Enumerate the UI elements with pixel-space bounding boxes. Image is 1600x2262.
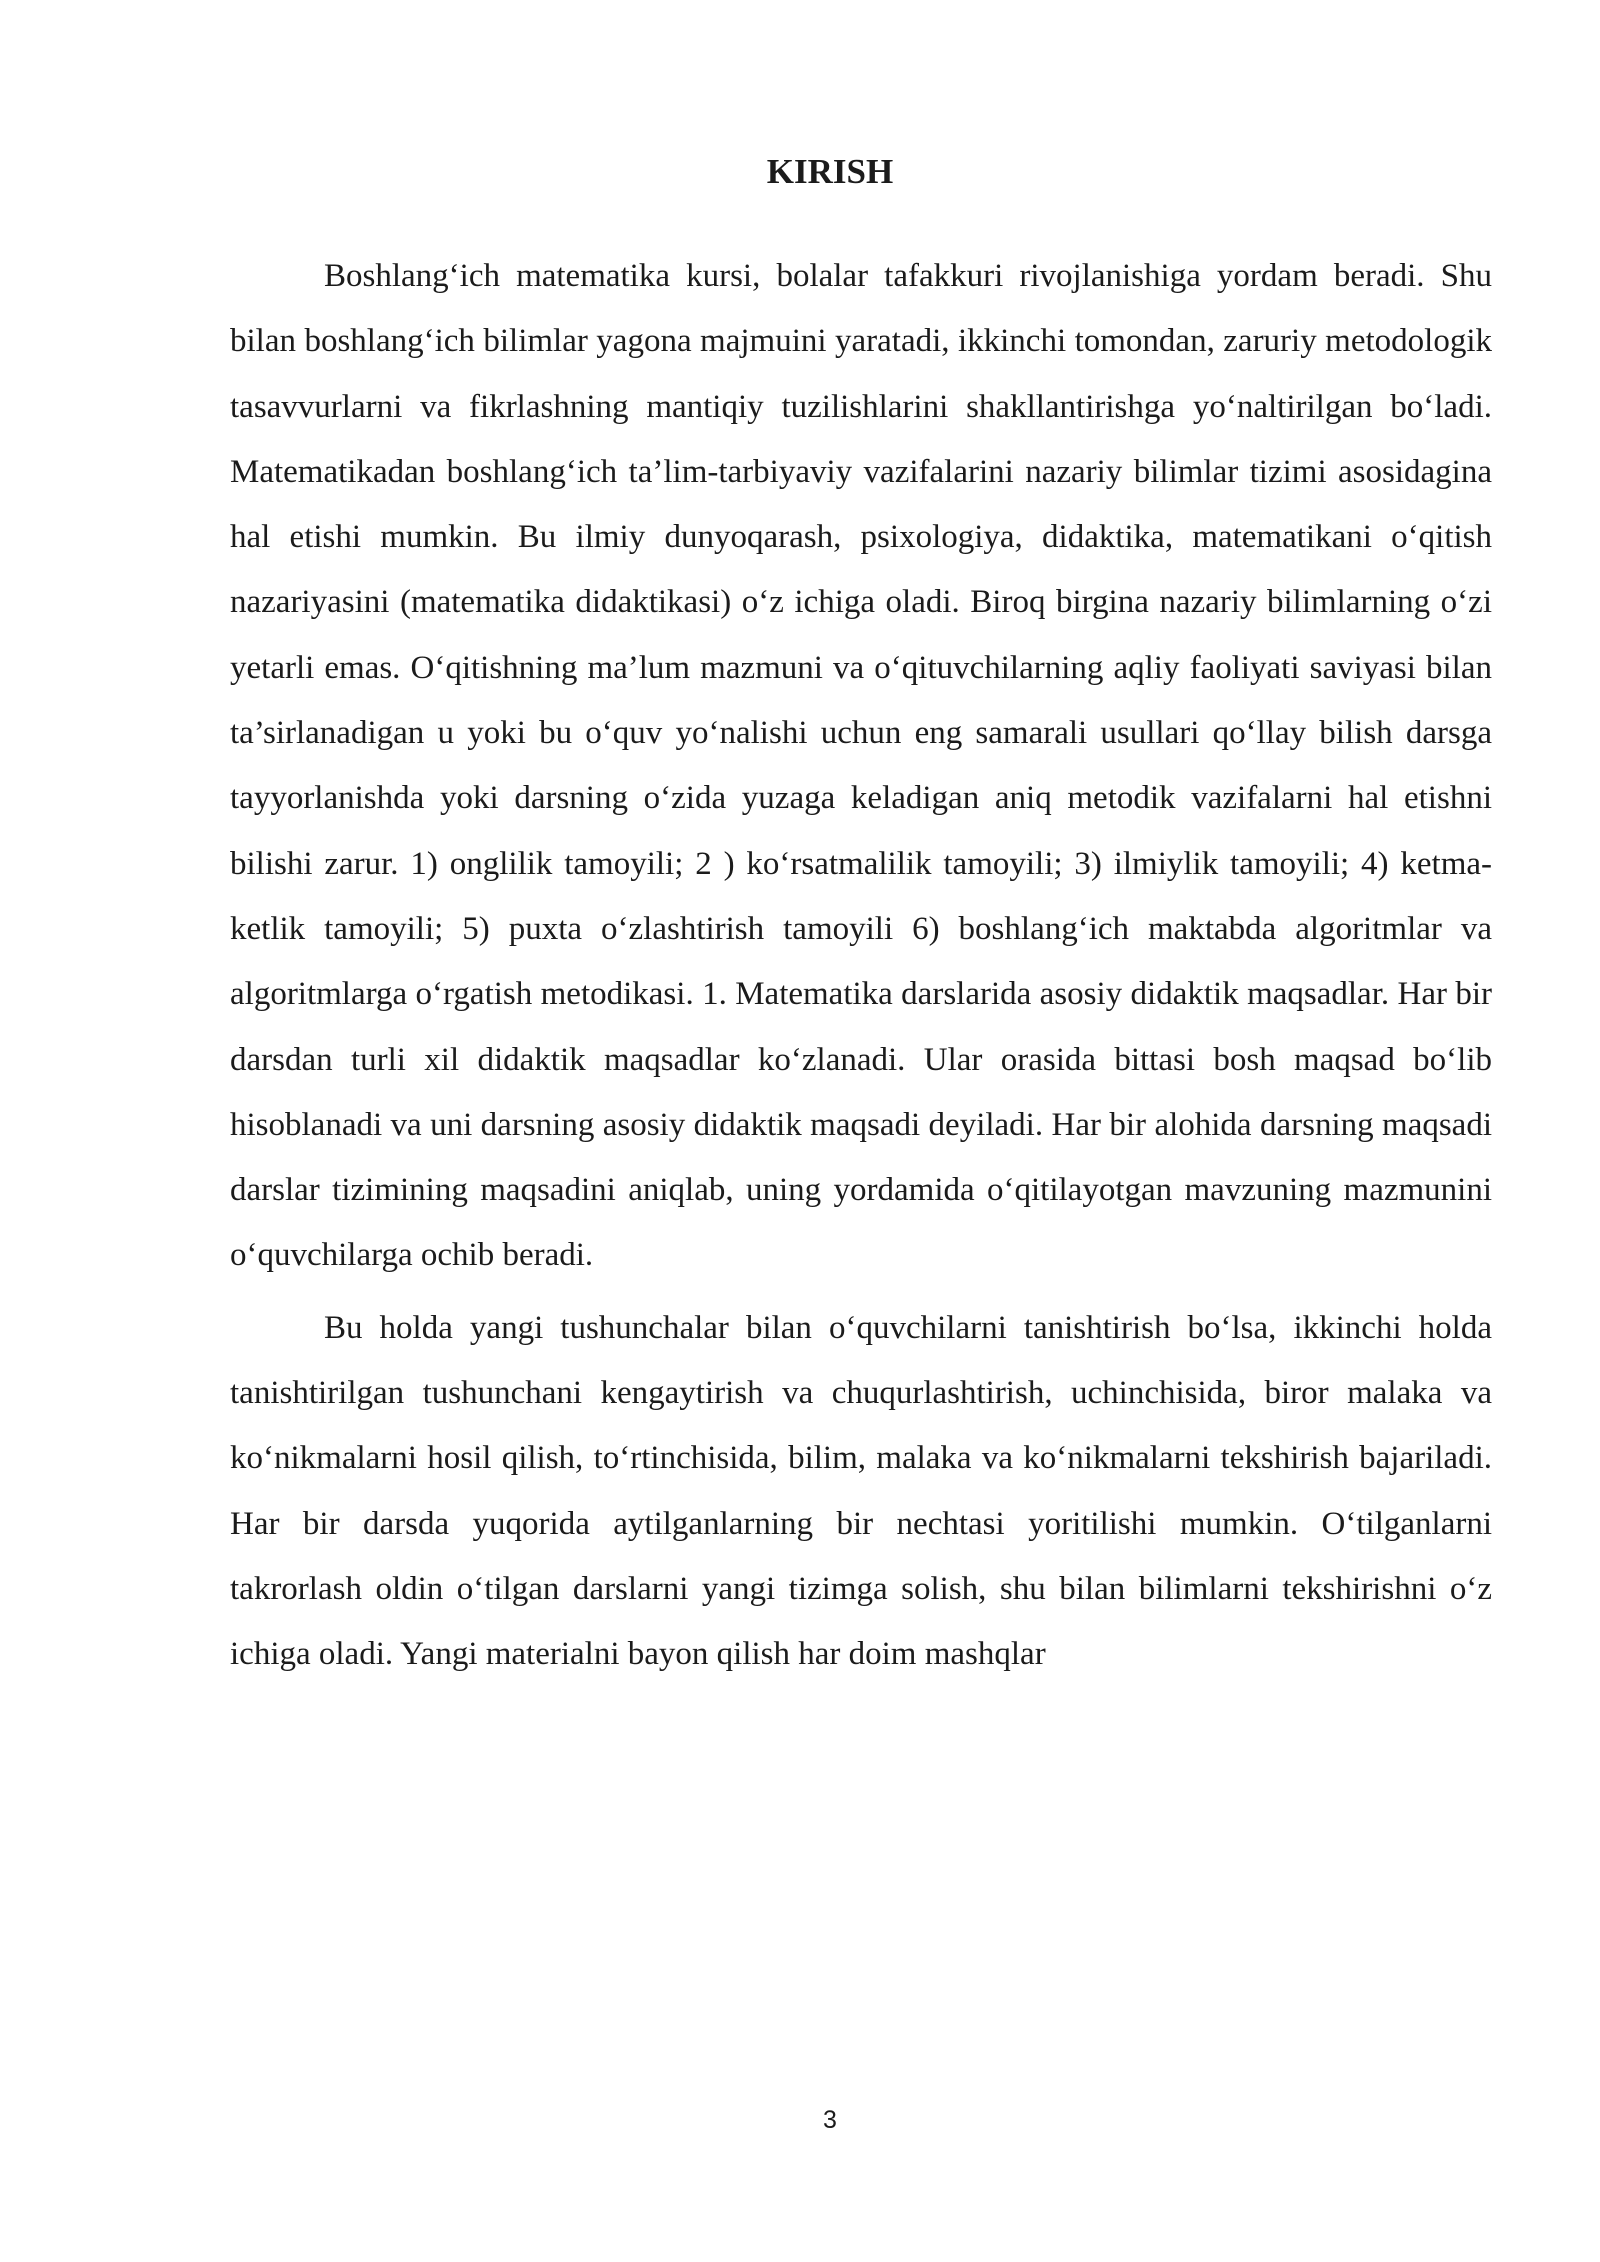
paragraph-1: Boshlang‘ich matematika kursi, bolalar tafakkuri rivojlanishiga yordam beradi. Shu bilan boshlang‘ich bilimlar yagona majmuini yaratadi, ikkinchi tomondan, zaruriy metodologik tasavvurlarni va fikrlashning mantiqiy tuzilishlarini shakllantirishga yo‘naltirilgan bo‘ladi. Matematikadan boshlang‘ich ta’lim-tarbiyaviy vazifalarini nazariy bilimlar tizimi asosidagina hal etishi mumkin. Bu ilmiy dunyoqarash, psixologiya, didaktika, matematikani o‘qitish nazariyasini (matematika didaktikasi) o‘z ichiga oladi. Biroq birgina nazariy bilimlarning o‘zi yetarli emas. O‘qitishning ma’lum mazmuni va o‘qituvchilarning aqliy faoliyati saviyasi bilan ta’sirlanadigan u yoki bu o‘quv yo‘nalishi uchun eng samarali usullari qo‘llay bilish darsga tayyorlanishda yoki darsning o‘zida yuzaga keladigan aniq metodik vazifalarni hal etishni bilishi zarur. 1) onglilik tamoyili; 2 ) ko‘rsatmalilik tamoyili; 3) ilmiylik tamoyili; 4) ketma-ketlik tamoyili; 5) puxta o‘zlashtirish tamoyili 6) boshlang‘ich maktabda algoritmlar va algoritmlarga o‘rgatish metodikasi. 1. Matematika darslarida asosiy didaktik maqsadlar. Har bir darsdan turli xil didaktik maqsadlar ko‘zlanadi. Ular orasida bittasi bosh maqsad bo‘lib hisoblanadi va uni darsning asosiy didaktik maqsadi deyiladi. Har bir alohida darsning maqsadi darslar tizimining maqsadini aniqlab, uning yordamida o‘qitilayotgan mavzuning mazmunini o‘quvchilarga ochib beradi. [230,258,1492,1274]
document-body [230,244,1492,1688]
page-number: 3 [823,2106,837,2134]
paragraph-2: Bu holda yangi tushunchalar bilan o‘quvchilarni tanishtirish bo‘lsa, ikkinchi holda tanishtirilgan tushunchani kengaytirish va chuqurlashtirish, uchinchisida, biror malaka va ko‘nikmalarni hosil qilish, to‘rtinchisida, bilim, malaka va ko‘nikmalarni tekshirish bajariladi. Har bir darsda yuqorida aytilganlarning bir nechtasi yoritilishi mumkin. O‘tilganlarni takrorlash oldin o‘tilgan darslarni yangi tizimga solish, shu bilan bilimlarni tekshirishni o‘z ichiga oladi. Yangi materialni bayon qilish har doim mashqlar [230,1309,1492,1673]
page-title: KIRISH [766,152,894,191]
